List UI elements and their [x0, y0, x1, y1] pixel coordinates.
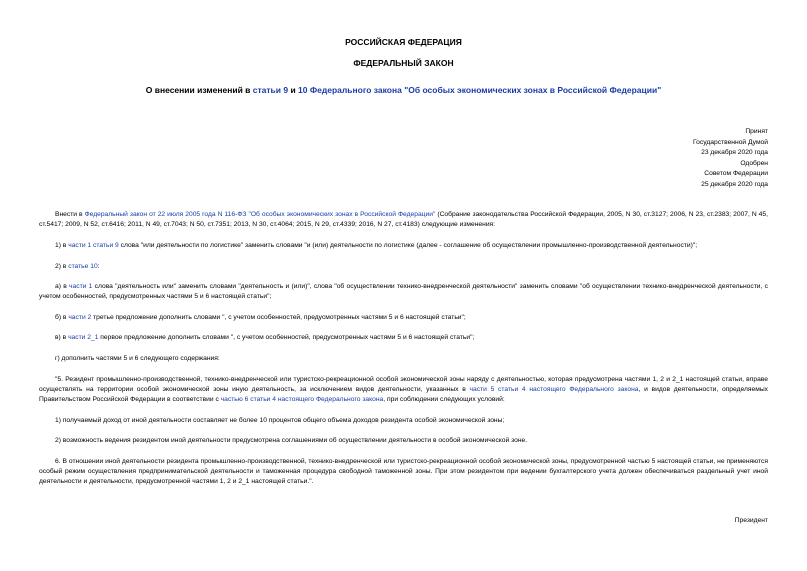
item2-text-end: :	[97, 263, 100, 270]
item2-text-start: 2) в	[55, 263, 69, 270]
item1-text-end: слова "или деятельности по логистике" заменить словами "и (или) деятельности по логистике (далее - соглашение об осуществлении промышленно-производственной деятельности)";	[118, 242, 698, 249]
condition-2-text: 2) возможность ведения резидентом иной деятельности предусмотрена соглашениями об осуществлении деятельности в особой экономической зоне.	[55, 437, 528, 444]
paragraph-subitem-b	[39, 313, 768, 323]
title-link-article-10[interactable]: 10 Федерального закона "Об особых экономических зонах в Российской Федерации"	[298, 85, 662, 95]
signature-president: Президент	[734, 517, 768, 524]
paragraph-subitem-v	[39, 333, 768, 343]
paragraph-part-5	[39, 375, 768, 405]
paragraph-intro	[39, 210, 768, 230]
law-title	[0, 85, 807, 95]
paragraph-item-1	[39, 241, 768, 251]
link-part-2[interactable]: части 2	[68, 314, 92, 321]
part5-text-end: , при соблюдении следующих условий:	[383, 396, 505, 403]
title-conjunction: и	[288, 85, 299, 95]
adoption-approved: Одобрен	[740, 159, 768, 167]
paragraph-subitem-a	[39, 282, 768, 302]
paragraph-condition-2	[39, 436, 768, 446]
intro-text-start: Внести в	[55, 211, 85, 218]
adoption-duma-date: 23 декабря 2020 года	[701, 149, 768, 157]
paragraph-item-2	[39, 262, 768, 272]
intro-text-end: (Собрание законодательства Российской Федерации, 2005, N 30, ст.3127; 2006, N 23, ст.2383; 2007, N 45, ст.5417; 2009, N 52, ст.6416; 2011, N 49, ст.7043; N 50, ст.7351; 2013, N 30, ст.4064; 2015, N 29, ст.4339; 2016, N 27, ст.4183) следующие изменения:	[39, 211, 768, 228]
adoption-council-date: 25 декабря 2020 года	[701, 180, 768, 188]
condition-1-text: 1) получаемый доход от иной деятельности составляет не более 10 процентов общего объема доходов резидента особой экономической зоны;	[55, 417, 505, 424]
link-part-1-article-9[interactable]: части 1 статьи 9	[68, 242, 119, 249]
adoption-accepted: Принят	[745, 128, 768, 135]
link-part-2-1[interactable]: части 2_1	[68, 334, 99, 341]
paragraph-subitem-g	[39, 354, 768, 364]
adoption-block	[693, 127, 768, 191]
country-heading: РОССИЙСКАЯ ФЕДЕРАЦИЯ	[345, 37, 462, 47]
subitem-g-text: г) дополнить частями 5 и 6 следующего содержания:	[55, 355, 220, 362]
link-part-5-article-4[interactable]: части 5 статьи 4 настоящего Федерального закона	[469, 386, 639, 393]
adoption-duma: Государственной Думой	[693, 138, 768, 146]
part5-text-middle: , и видов деятельности, определяемых Правительством Российской Федерации в соответствии с	[39, 386, 768, 403]
title-prefix: О внесении изменений в	[145, 85, 253, 95]
item1-text-start: 1) в	[55, 242, 69, 249]
subitem-v-text-start: в) в	[55, 334, 69, 341]
subitem-v-text-end: первое предложение дополнить словами ", с учетом особенностей, предусмотренных частями 5 и 6 настоящей статьи";	[98, 334, 475, 341]
part5-text-start: "5. Резидент промышленно-производственной, технико-внедренческой или туристско-рекреационной особой экономической зоны наряду с деятельностью, которая предусмотрена частями 1, 2 и 2_1 настоящей статьи, вправе осуществлять на территории особой экономической зоны иную деятельность, за исключением видов деятельности, указанных в	[39, 376, 768, 393]
link-article-10[interactable]: статье 10	[68, 263, 98, 270]
subitem-b-text-start: б) в	[55, 314, 69, 321]
document-type-heading: ФЕДЕРАЛЬНЫЙ ЗАКОН	[353, 58, 454, 68]
adoption-council: Советом Федерации	[704, 170, 768, 178]
title-link-article-9[interactable]: статьи 9	[252, 85, 289, 95]
subitem-a-text-start: а) в	[55, 283, 70, 290]
subitem-b-text-end: третье предложение дополнить словами ", с учетом особенностей, предусмотренных частями 5 и 6 настоящей статьи";	[91, 314, 466, 321]
link-federal-law-116fz[interactable]: Федеральный закон от 22 июля 2005 года N 116-ФЗ "Об особых экономических зонах в Российской Федерации"	[84, 211, 436, 218]
subitem-a-text-end: слова "деятельность или" заменить словами "деятельность и (или)", слова "об осуществлении технико-внедренческой деятельности" заменить словами "об осуществлении технико-внедренческой деятельности, с учетом особенностей, предусмотренных частями 5 и 6 настоящей статьи";	[39, 283, 768, 300]
paragraph-condition-1	[39, 416, 768, 426]
paragraph-part-6	[39, 457, 768, 487]
link-part-1[interactable]: части 1	[69, 283, 93, 290]
part-6-text: 6. В отношении иной деятельности резидента промышленно-производственной, технико-внедренческой или туристско-рекреационной особой экономической зоны, предусмотренной частью 5 настоящей статьи, не применяются особый режим осуществления предпринимательской деятельности и таможенная процедура свободной таможенной зоны. При этом резидентом при ведении бухгалтерского учета должен обеспечиваться раздельный учет иной деятельности и деятельности, предусмотренной частями 1, 2 и 2_1 настоящей статьи.".	[39, 458, 768, 485]
link-part-6-article-4[interactable]: частью 6 статьи 4 настоящего Федерального закона	[220, 396, 384, 403]
